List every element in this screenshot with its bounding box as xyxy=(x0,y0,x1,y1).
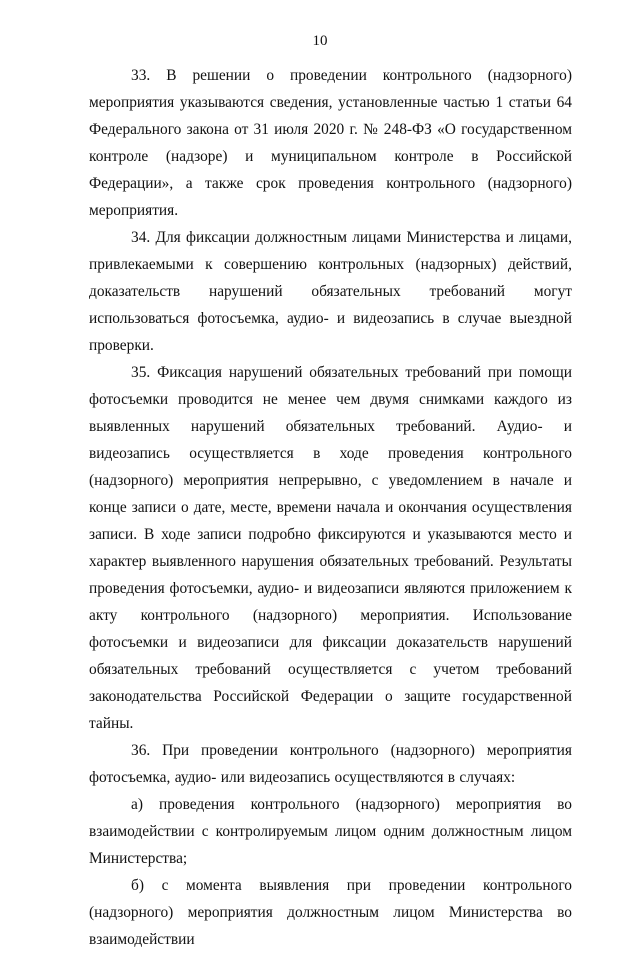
page-number: 10 xyxy=(312,33,328,49)
paragraph-33: 33. В решении о проведении контрольного (надзорного) мероприятия указываются сведения, установленные частью 1 статьи 64 Федерального закона от 31 июля 2020 г. № 248-ФЗ «О государственном контроле (надзоре) и муниципальном контроле в Российской Федерации», а также срок проведения контрольного (надзорного) мероприятия. xyxy=(89,67,572,219)
paragraph-35: 35. Фиксация нарушений обязательных требований при помощи фотосъемки проводится не менее чем двумя снимками каждого из выявленных нарушений обязательных требований. Аудио- и видеозапись осуществляется в ходе проведения контрольного (надзорного) мероприятия непрерывно, с уведомлением в начале и конце записи о дате, месте, времени начала и окончания осуществления записи. В ходе записи подробно фиксируются и указываются место и характер выявленного нарушения обязательных требований. Результаты проведения фотосъемки, аудио- и видеозаписи являются приложением к акту контрольного (надзорного) мероприятия. Использование фотосъемки и видеозаписи для фиксации доказательств нарушений обязательных требований осуществляется с учетом требований законодательства Российской Федерации о защите государственной тайны. xyxy=(89,364,572,732)
paragraph-36-item-b: б) с момента выявления при проведении контрольного (надзорного) мероприятия должностным лицом Министерства во взаимодействии xyxy=(89,877,572,948)
paragraph-36: 36. При проведении контрольного (надзорного) мероприятия фотосъемка, аудио- или видеозапись осуществляются в случаях: xyxy=(89,742,572,786)
paragraph-36-item-a: а) проведения контрольного (надзорного) мероприятия во взаимодействии с контролируемым лицом одним должностным лицом Министерства; xyxy=(89,796,572,867)
paragraph-34: 34. Для фиксации должностным лицами Министерства и лицами, привлекаемыми к совершению контрольных (надзорных) действий, доказательств нарушений обязательных требований могут использоваться фотосъемка, аудио- и видеозапись в случае выездной проверки. xyxy=(89,229,572,354)
document-body xyxy=(89,62,572,953)
